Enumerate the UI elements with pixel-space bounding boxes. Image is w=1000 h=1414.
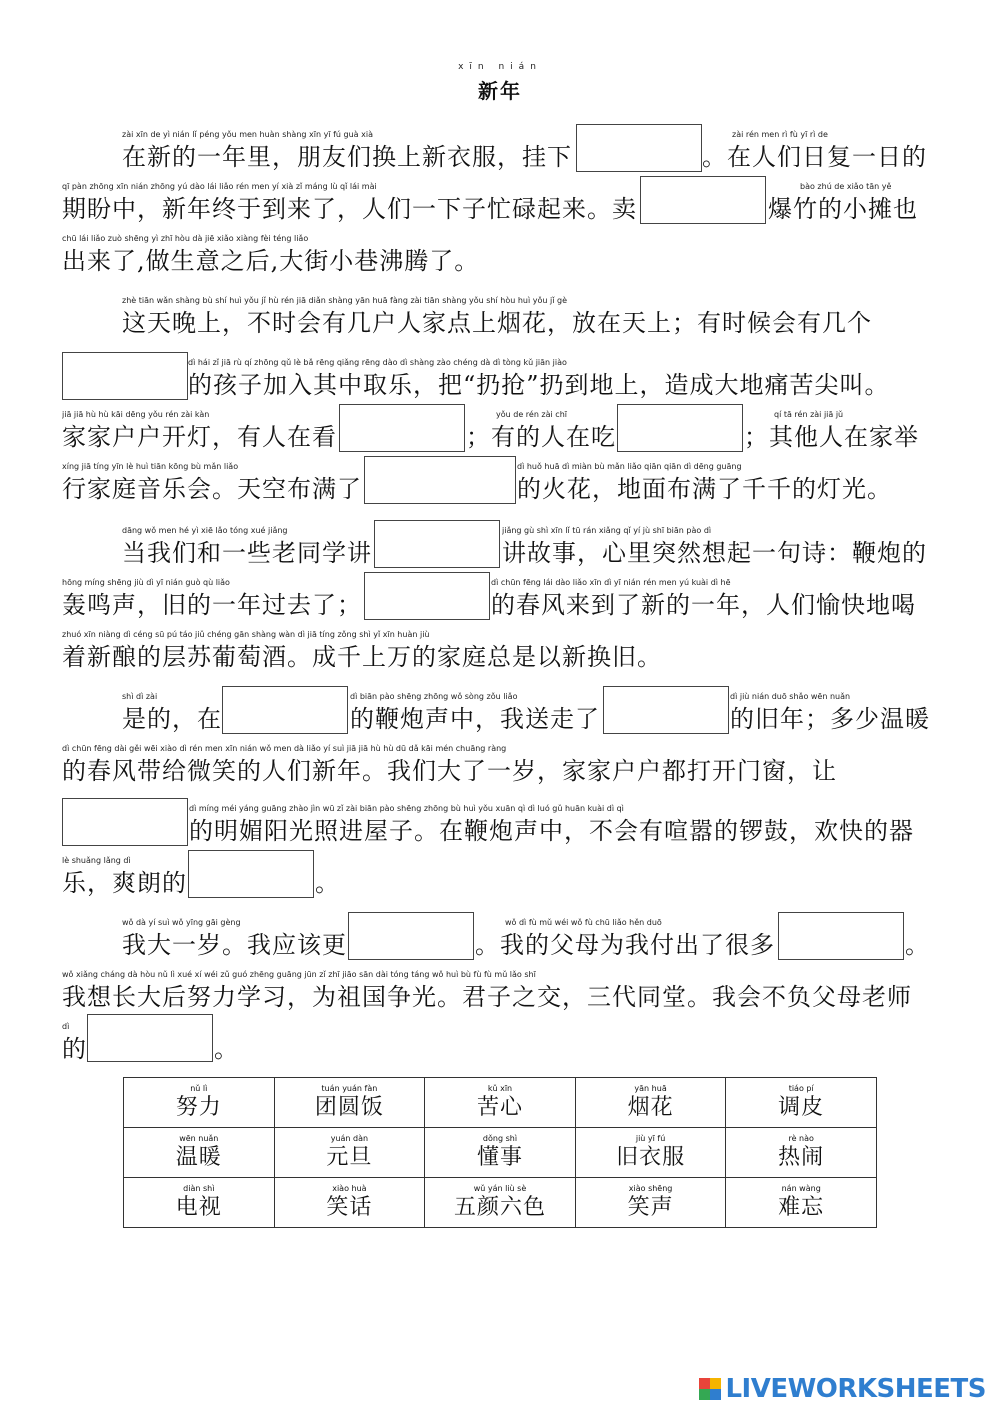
- pinyin: dì chūn fēng lái dào liǎo xīn dì yī nián rén men yú kuài dì hē: [491, 578, 731, 587]
- word-text: 热闹: [778, 1145, 825, 1170]
- answer-blank-9[interactable]: [222, 686, 348, 734]
- word-text: 旧衣服: [616, 1145, 686, 1170]
- p2-line4: [62, 460, 362, 508]
- word-bank-cell: [425, 1128, 576, 1178]
- p2-line3b: [466, 408, 616, 456]
- p3-line2b: [491, 576, 916, 624]
- pinyin: chū lái liǎo zuò shēng yì zhī hòu dà jiē xiǎo xiàng fèi téng liǎo: [62, 234, 309, 243]
- pinyin: dì huǒ huā dì miàn bù mǎn liǎo qiān qiān dì dēng guāng: [517, 462, 742, 471]
- pinyin: zài rén men rì fù yī rì de: [732, 130, 828, 139]
- p3-line1b: [502, 524, 927, 572]
- answer-blank-8[interactable]: [364, 572, 490, 620]
- pinyin: [315, 854, 340, 868]
- p3-line2: [62, 576, 362, 624]
- word-text: 烟花: [627, 1095, 674, 1120]
- pinyin: shì dì zài: [122, 692, 158, 701]
- pinyin: xíng jiā tíng yīn lè huì tiān kōng bù mǎn liǎo: [62, 462, 239, 471]
- p1-line2b: [768, 180, 918, 228]
- p4-line3: [189, 802, 914, 850]
- pinyin: [214, 1020, 239, 1034]
- text: ；其他人在家举: [744, 423, 919, 451]
- word-bank-cell: [726, 1078, 877, 1128]
- text: 。我的父母为我付出了很多: [475, 931, 775, 959]
- text: 我想长大后努力学习，为祖国争光。君子之交，三代同堂。我会不负父母老师: [62, 983, 912, 1011]
- word-pinyin: tiáo pí: [788, 1084, 814, 1093]
- word-pinyin: xiào huà: [332, 1184, 367, 1193]
- word-pinyin: xiào shēng: [628, 1184, 673, 1193]
- answer-blank-7[interactable]: [374, 520, 500, 568]
- p4-line4: [62, 854, 187, 902]
- text: 讲故事，心里突然想起一句诗：鞭炮的: [502, 539, 927, 567]
- answer-blank-1[interactable]: [576, 124, 702, 172]
- word-bank-row: [124, 1128, 877, 1178]
- p4-line1: [122, 690, 222, 738]
- word-pinyin: wǔ yán liù sè: [473, 1184, 527, 1193]
- word-pinyin: jiù yī fú: [635, 1134, 666, 1143]
- p5-line3: [62, 1020, 87, 1068]
- liveworksheets-logo[interactable]: [699, 1372, 986, 1406]
- word-pinyin: rè nào: [788, 1134, 814, 1143]
- title-text: 新年: [478, 79, 522, 103]
- text: 的春风来到了新的一年，人们愉快地喝: [491, 591, 916, 619]
- answer-blank-5[interactable]: [617, 404, 743, 452]
- word-bank-cell: [274, 1178, 425, 1228]
- pinyin: jiǎng gù shì xīn lǐ tū rán xiǎng qǐ yí jù shī biān pào dì: [502, 526, 712, 535]
- word-bank-row: [124, 1078, 877, 1128]
- pinyin: wǒ dà yí suì wǒ yīng gāi gèng: [122, 918, 241, 927]
- word-text: 团圆饭: [314, 1095, 384, 1120]
- text: 期盼中，新年终于到来了，人们一下子忙碌起来。卖: [62, 195, 637, 223]
- brand-square: [699, 1378, 710, 1389]
- word-pinyin: tuán yuán fàn: [321, 1084, 378, 1093]
- word-text: 笑声: [627, 1195, 674, 1220]
- p2-line3: [62, 408, 337, 456]
- word-text: 温暖: [175, 1145, 222, 1170]
- pinyin: zài xīn de yì nián lǐ péng yǒu men huàn shàng xīn yī fú guà xià: [122, 130, 373, 139]
- pinyin: zhè tiān wǎn shàng bù shí huì yǒu jǐ hù rén jiā diǎn shàng yān huā fàng zài tiān shàng yǒu shí hòu huì yǒu jǐ gè: [122, 296, 567, 305]
- pinyin: dì: [62, 1022, 70, 1031]
- word-pinyin: nǔ lì: [190, 1084, 208, 1093]
- p5-line1c: [905, 916, 930, 964]
- pinyin: dì biān pào shēng zhōng wǒ sòng zǒu liǎo: [350, 692, 518, 701]
- p5-line1b: [475, 916, 775, 964]
- p1-line2: [62, 180, 637, 228]
- answer-blank-12[interactable]: [188, 850, 314, 898]
- word-pinyin: nán wàng: [781, 1184, 821, 1193]
- answer-blank-14[interactable]: [778, 912, 904, 960]
- brand-square: [710, 1378, 721, 1389]
- word-bank-cell: [575, 1178, 726, 1228]
- word-bank-table: [123, 1077, 877, 1228]
- answer-blank-6[interactable]: [364, 456, 516, 504]
- pinyin: [905, 916, 930, 930]
- worksheet-title: [0, 60, 1000, 106]
- pinyin: yǒu de rén zài chī: [496, 410, 567, 419]
- p5-line3b: [214, 1020, 239, 1068]
- word-text: 五颜六色: [453, 1195, 546, 1220]
- pinyin: dì míng méi yáng guāng zhào jìn wū zǐ zài biān pào shēng zhōng bù huì yǒu xuān qì dì luó gǔ huān kuài dì qì: [189, 804, 624, 813]
- brand-square: [710, 1389, 721, 1400]
- pinyin: hōng míng shēng jiù dì yī nián guò qù liǎo: [62, 578, 230, 587]
- text: 的火花，地面布满了千千的灯光。: [517, 475, 892, 503]
- p5-line2: [62, 968, 912, 1016]
- word-text: 元旦: [326, 1145, 373, 1170]
- word-pinyin: yān huā: [634, 1084, 667, 1093]
- word-bank-cell: [124, 1128, 275, 1178]
- p2-line2: [188, 356, 890, 404]
- p1-line3: [62, 232, 479, 280]
- text: 的鞭炮声中，我送走了: [350, 705, 600, 733]
- text: 。: [905, 931, 930, 959]
- word-text: 笑话: [326, 1195, 373, 1220]
- answer-blank-4[interactable]: [339, 404, 465, 452]
- pinyin: wǒ xiǎng cháng dà hòu nǔ lì xué xí wéi zǔ guó zhēng guāng jūn zǐ zhī jiāo sān dài tóng táng wǒ huì bù fù fù mǔ lǎo shī: [62, 970, 536, 979]
- word-text: 电视: [175, 1195, 222, 1220]
- pinyin: bào zhú de xiǎo tān yě: [800, 182, 892, 191]
- text: 是的，在: [122, 705, 222, 733]
- p2-line3c: [744, 408, 919, 456]
- text: 的: [62, 1035, 87, 1063]
- word-text: 苦心: [476, 1095, 523, 1120]
- pinyin: jiā jiā hù hù kāi dēng yǒu rén zài kàn: [62, 410, 210, 419]
- word-bank-cell: [124, 1078, 275, 1128]
- word-text: 难忘: [778, 1195, 825, 1220]
- pinyin: dì jiù nián duō shǎo wēn nuǎn: [730, 692, 851, 701]
- text: 出来了,做生意之后,大街小巷沸腾了。: [62, 247, 480, 275]
- text: 。: [214, 1035, 239, 1063]
- text: 的旧年；多少温暖: [730, 705, 930, 733]
- pinyin: wǒ dì fù mǔ wéi wǒ fù chū liǎo hěn duō: [505, 918, 662, 927]
- p1-line1b: [702, 128, 927, 176]
- brand-squares-icon: [699, 1378, 721, 1400]
- word-pinyin: yuán dàn: [330, 1134, 369, 1143]
- word-bank-cell: [726, 1128, 877, 1178]
- p2-line1: [122, 294, 872, 342]
- answer-blank-13[interactable]: [348, 912, 474, 960]
- text: 的孩子加入其中取乐，把“扔抢”扔到地上，造成大地痛苦尖叫。: [188, 371, 890, 399]
- text: 这天晚上，不时会有几户人家点上烟花，放在天上；有时候会有几个: [122, 309, 872, 337]
- answer-blank-2[interactable]: [640, 176, 766, 224]
- brand-text: LIVEWORKSHEETS: [725, 1374, 986, 1404]
- text: 的春风带给微笑的人们新年。我们大了一岁，家家户户都打开门窗，让: [62, 757, 837, 785]
- p4-line4b: [315, 854, 340, 902]
- word-bank-cell: [575, 1128, 726, 1178]
- text: 爆竹的小摊也: [768, 195, 918, 223]
- pinyin: zhuó xīn niàng dì céng sū pú táo jiǔ chéng gān shàng wàn dì jiā tíng zǒng shì yǐ xīn huàn jiù: [62, 630, 430, 639]
- text: 在新的一年里，朋友们换上新衣服，挂下: [122, 143, 572, 171]
- pinyin: qí tā rén zài jiā jǔ: [774, 410, 844, 419]
- word-bank-cell: [425, 1078, 576, 1128]
- text: 的明媚阳光照进屋子。在鞭炮声中，不会有喧嚣的锣鼓，欢快的器: [189, 817, 914, 845]
- answer-blank-3[interactable]: [62, 352, 188, 400]
- word-pinyin: wēn nuǎn: [179, 1134, 219, 1143]
- word-bank-row: [124, 1178, 877, 1228]
- text: 。: [315, 869, 340, 897]
- text: 行家庭音乐会。天空布满了: [62, 475, 362, 503]
- text: ；有的人在吃: [466, 423, 616, 451]
- p4-line2: [62, 742, 837, 790]
- word-bank-cell: [124, 1178, 275, 1228]
- word-text: 调皮: [778, 1095, 825, 1120]
- answer-blank-11[interactable]: [62, 798, 188, 846]
- word-bank-cell: [274, 1128, 425, 1178]
- p4-line1b: [350, 690, 600, 738]
- text: 着新酿的层苏葡萄酒。成千上万的家庭总是以新换旧。: [62, 643, 662, 671]
- text: 当我们和一些老同学讲: [122, 539, 372, 567]
- title-pinyin: xīn nián: [458, 62, 542, 72]
- p4-line1c: [730, 690, 930, 738]
- brand-square: [699, 1389, 710, 1400]
- p2-line4b: [517, 460, 892, 508]
- word-bank-cell: [425, 1178, 576, 1228]
- word-text: 懂事: [476, 1145, 523, 1170]
- p5-line1: [122, 916, 347, 964]
- text: 乐，爽朗的: [62, 869, 187, 897]
- text: 我大一岁。我应该更: [122, 931, 347, 959]
- text: 家家户户开灯，有人在看: [62, 423, 337, 451]
- answer-blank-10[interactable]: [603, 686, 729, 734]
- p1-line1: [122, 128, 572, 176]
- pinyin: qī pàn zhōng xīn nián zhōng yú dào lái liǎo rén men yí xià zǐ máng lù qǐ lái mài: [62, 182, 377, 191]
- word-bank-cell: [726, 1178, 877, 1228]
- text: 。在人们日复一日的: [702, 143, 927, 171]
- text: 轰鸣声，旧的一年过去了；: [62, 591, 362, 619]
- word-bank-cell: [274, 1078, 425, 1128]
- p3-line1: [122, 524, 372, 572]
- pinyin: dāng wǒ men hé yì xiē lǎo tóng xué jiǎng: [122, 526, 288, 535]
- p3-line3: [62, 628, 662, 676]
- word-text: 努力: [175, 1095, 222, 1120]
- word-pinyin: diàn shì: [183, 1184, 215, 1193]
- word-pinyin: dǒng shì: [482, 1134, 518, 1143]
- pinyin: lè shuǎng lǎng dì: [62, 856, 131, 865]
- pinyin: dì chūn fēng dài gěi wēi xiào dì rén men xīn nián wǒ men dà liǎo yí suì jiā jiā hù hù dū dǎ kāi mén chuāng ràng: [62, 744, 507, 753]
- word-pinyin: kǔ xīn: [487, 1084, 513, 1093]
- pinyin: dì hái zǐ jiā rù qí zhōng qǔ lè bǎ rēng qiǎng rēng dào dì shàng zào chéng dà dì tòng kǔ jiān jiào: [188, 358, 567, 367]
- answer-blank-15[interactable]: [87, 1014, 213, 1062]
- word-bank-cell: [575, 1078, 726, 1128]
